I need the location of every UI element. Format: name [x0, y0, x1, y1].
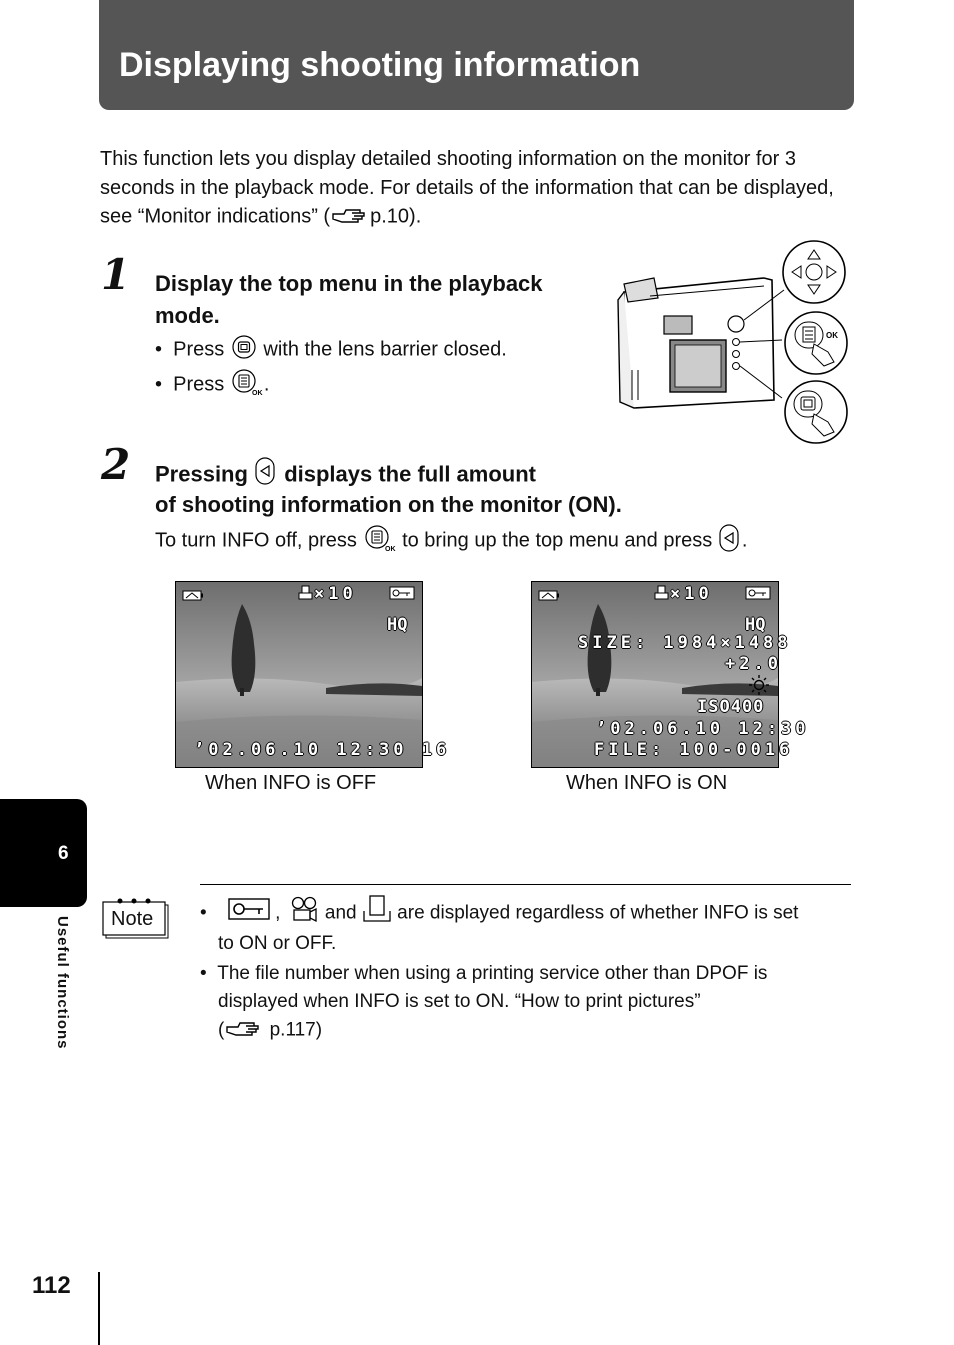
protect-key-icon: [228, 898, 270, 929]
exposure-compensation: +2.0: [725, 654, 782, 674]
screen-info-off: [175, 581, 451, 768]
date-time-frame: ’02.06.10 12:30 16: [194, 740, 451, 760]
battery-icon: [182, 588, 204, 606]
page-number-rule: [98, 1272, 100, 1345]
step2-title-text: Pressing: [155, 461, 248, 487]
note-text: p.117): [269, 1019, 323, 1041]
bullet-text: with the lens barrier closed.: [263, 338, 507, 361]
intro-paragraph: [100, 145, 860, 233]
bullet-text: .: [263, 373, 270, 396]
print-count: ×10: [314, 584, 357, 604]
iso-sensitivity: ISO400: [697, 697, 765, 717]
battery-icon: [538, 588, 560, 606]
print-count: ×10: [670, 584, 713, 604]
reference-hand-icon: [224, 1015, 264, 1046]
protect-key-icon: [389, 586, 415, 605]
ok-label: OK: [826, 331, 838, 340]
chapter-tab: [0, 799, 87, 907]
note-text: are displayed regardless of whether INFO is set: [397, 902, 799, 924]
quality-mode: HQ: [745, 615, 766, 635]
chapter-label: Useful functions: [54, 916, 71, 1050]
note-text: (: [218, 1019, 225, 1041]
header-bar: [99, 0, 854, 110]
menu-ok-button-icon: [363, 524, 397, 558]
svg-text:OK: OK: [384, 546, 395, 553]
note-bullet-2: • The file number when using a printing service other than DPOF is: [200, 963, 768, 984]
note-reference: [218, 1015, 322, 1046]
quality-mode: HQ: [387, 615, 408, 635]
step2-body-text: To turn INFO off, press: [155, 529, 357, 552]
screen-info-on: [531, 581, 810, 768]
protect-key-icon: [745, 586, 771, 605]
file-number: FILE: 100-0016: [594, 740, 794, 760]
step1-title: Display the top menu in the playback mode.: [155, 271, 543, 328]
movie-camera-icon: [286, 896, 320, 931]
step2-body-text: .: [741, 529, 748, 552]
step1-bullet-1: • Press with the lens barrier closed.: [155, 334, 507, 366]
caption-info-off: When INFO is OFF: [205, 772, 377, 794]
menu-ok-button-icon: [230, 368, 264, 402]
note-divider: [200, 884, 851, 885]
image-size: SIZE: 1984×1488: [578, 633, 792, 653]
intro-text-end: ).: [409, 205, 422, 228]
playback-button-icon: [230, 334, 258, 366]
note-text: ,: [275, 902, 281, 924]
intro-text: This function lets you display detailed shooting information on the monitor for 3 seconds in the playback mode. For details of the information that can be displayed, see “Monitor indications” (: [100, 148, 834, 228]
svg-text:OK: OK: [251, 390, 263, 397]
bullet-text: Press: [173, 338, 225, 361]
step2-body: [155, 523, 747, 559]
note-text: and: [324, 902, 357, 924]
note-text: The file number when using a printing service other than DPOF is: [217, 963, 768, 984]
bullet-text: Press: [173, 373, 225, 396]
step-number: 2: [101, 440, 131, 489]
step-number: 1: [101, 250, 131, 299]
note-badge: [102, 896, 170, 940]
print-reservation-icon: [654, 585, 669, 606]
step2-title-text: displays the full amount: [284, 461, 536, 487]
note-label: Note: [111, 908, 154, 930]
note-text: displayed when INFO is set to ON. “How to print pictures”: [218, 991, 701, 1012]
note-text: to ON or OFF.: [218, 933, 337, 954]
print-reservation-icon: [298, 585, 313, 606]
date-time: ’02.06.10 12:30: [596, 719, 810, 739]
caption-info-on: When INFO is ON: [566, 772, 728, 794]
note-bullet-1: • , and are displayed regardless of whether INFO is set: [200, 895, 798, 932]
camera-illustration: [614, 240, 850, 445]
step1-bullet-2: • Press OK .: [155, 368, 269, 402]
step2-title-line2: of shooting information on the monitor (ON).: [155, 492, 622, 517]
page-title: Displaying shooting information: [119, 46, 641, 84]
reference-hand-icon: [330, 202, 370, 233]
chapter-number: 6: [58, 843, 69, 864]
page-number: 112: [32, 1272, 71, 1299]
step2-body-text: to bring up the top menu and press: [402, 529, 713, 552]
intro-ref-page: p.10: [370, 205, 410, 228]
print-reservation-icon: [362, 895, 392, 932]
left-arrow-button-icon: [718, 523, 742, 559]
